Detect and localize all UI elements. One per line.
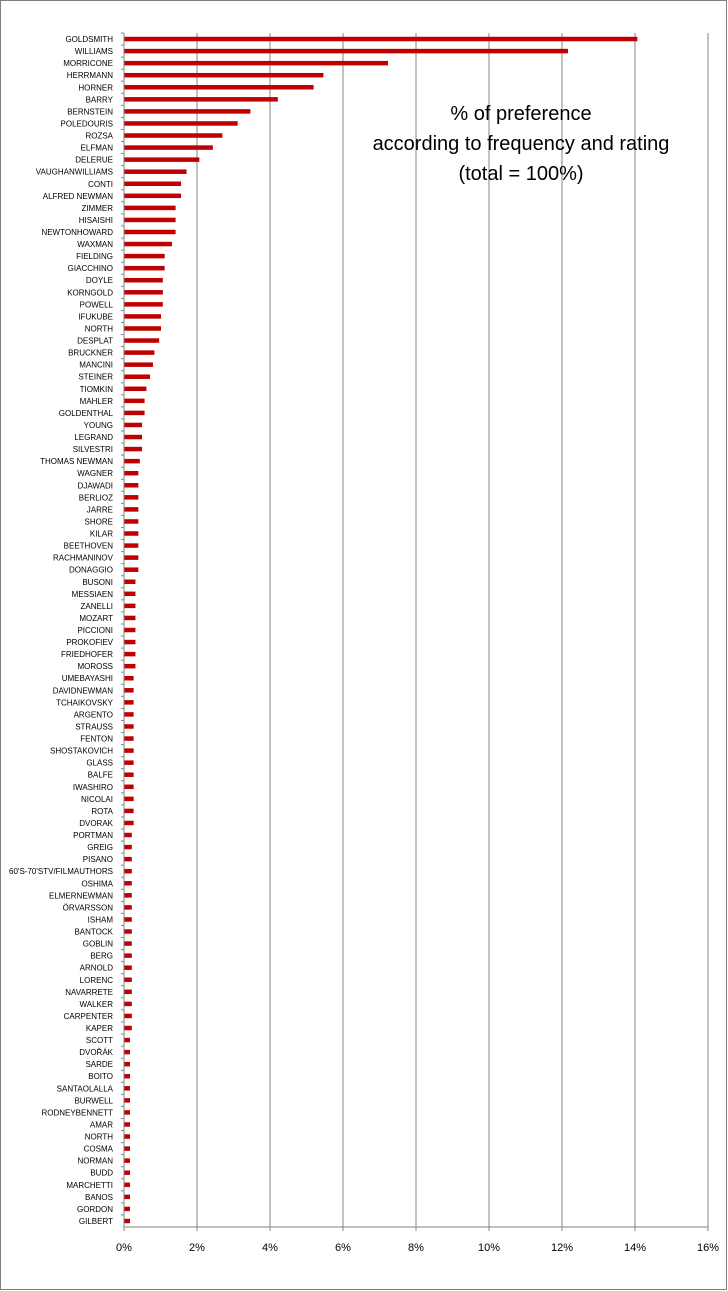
- x-tick-label: 10%: [477, 1242, 501, 1254]
- bar: [125, 616, 136, 621]
- category-label: DVORAK: [79, 818, 113, 828]
- category-label: THOMAS NEWMAN: [40, 457, 113, 467]
- category-label: DJAWADI: [77, 481, 113, 491]
- bar: [125, 435, 143, 440]
- category-label: COSMA: [83, 1144, 113, 1154]
- category-label: SANTAOLALLA: [56, 1084, 113, 1094]
- bar: [125, 580, 136, 585]
- category-label: BRUCKNER: [68, 348, 113, 358]
- category-label: ROTA: [91, 806, 113, 816]
- bar: [125, 97, 278, 102]
- bar: [125, 628, 136, 633]
- bar: [125, 833, 132, 838]
- category-label: GILBERT: [78, 1216, 113, 1226]
- category-label: 60'S-70'STV/FILMAUTHORS: [9, 867, 113, 877]
- category-label: SCOTT: [85, 1036, 113, 1046]
- bar: [125, 1183, 130, 1188]
- bar: [125, 194, 182, 199]
- bar: [125, 531, 139, 536]
- bar: [125, 1026, 132, 1031]
- category-label: TCHAIKOVSKY: [56, 698, 113, 708]
- bar: [125, 941, 132, 946]
- x-tick-label: 12%: [550, 1242, 574, 1254]
- gridlines: [197, 33, 708, 1227]
- bar: [125, 772, 134, 777]
- bar: [125, 1170, 130, 1175]
- bar: [125, 350, 155, 355]
- bar: [125, 688, 134, 693]
- bar: [125, 145, 213, 150]
- bar: [125, 338, 160, 343]
- bar: [125, 278, 163, 283]
- bar: [125, 1219, 130, 1224]
- category-label: HORNER: [78, 83, 113, 93]
- category-label: NICOLAI: [80, 794, 113, 804]
- x-tick-label: 8%: [408, 1242, 424, 1254]
- category-label: NEWTONHOWARD: [41, 228, 113, 237]
- category-label: CARPENTER: [63, 1011, 113, 1021]
- bar: [125, 712, 134, 717]
- bar: [125, 990, 132, 995]
- bar: [125, 543, 139, 548]
- category-label: BARRY: [85, 95, 113, 105]
- category-label: BURWELL: [74, 1096, 113, 1106]
- bar: [125, 109, 251, 114]
- category-label: ARGENTO: [73, 710, 113, 720]
- bar: [125, 182, 182, 187]
- category-label: BALFE: [87, 770, 113, 780]
- category-label: WALKER: [79, 999, 113, 1009]
- category-label: MAHLER: [79, 396, 113, 406]
- category-label: NAVARRETE: [65, 987, 113, 997]
- category-labels: [9, 35, 114, 1226]
- category-label: UMEBAYASHI: [61, 674, 113, 684]
- bar: [125, 869, 132, 874]
- bar: [125, 495, 139, 500]
- category-label: KAPER: [85, 1024, 113, 1033]
- category-label: ROZSA: [85, 131, 113, 141]
- bar: [125, 676, 134, 681]
- category-label: ÖRVARSSON: [62, 903, 113, 913]
- bar: [125, 797, 134, 802]
- bar: [125, 314, 162, 319]
- category-label: ZIMMER: [81, 203, 113, 213]
- category-label: ELMERNEWMAN: [48, 891, 113, 901]
- category-label: HISAISHI: [78, 215, 113, 225]
- category-label: KILAR: [89, 529, 113, 539]
- bar: [125, 978, 132, 983]
- category-label: GOLDENTHAL: [58, 408, 113, 418]
- bar-chart: [1, 1, 728, 1291]
- bar: [125, 1158, 130, 1163]
- bar: [125, 302, 163, 307]
- category-label: RODNEYBENNETT: [41, 1108, 113, 1118]
- category-label: WAGNER: [77, 469, 113, 479]
- category-label: PISANO: [82, 855, 113, 865]
- bar: [125, 507, 139, 512]
- bar: [125, 905, 132, 910]
- bar: [125, 857, 132, 862]
- category-label: BANTOCK: [74, 927, 113, 937]
- bar: [125, 169, 187, 174]
- x-tick-labels: [116, 1242, 719, 1254]
- category-label: MESSIAEN: [71, 589, 113, 599]
- bar: [125, 1086, 130, 1091]
- category-label: DELERUE: [75, 155, 113, 165]
- category-label: SILVESTRI: [72, 445, 113, 455]
- category-label: YOUNG: [83, 420, 113, 430]
- category-label: LORENC: [79, 975, 113, 985]
- x-tick-label: 2%: [189, 1242, 205, 1254]
- x-tick-label: 16%: [696, 1242, 720, 1254]
- category-label: IFUKUBE: [78, 312, 113, 322]
- category-label: NORTH: [84, 1132, 113, 1142]
- bar: [125, 206, 176, 211]
- bar: [125, 411, 145, 416]
- category-label: BERLIOZ: [78, 493, 113, 503]
- bar: [125, 748, 134, 753]
- bar: [125, 700, 134, 705]
- bar: [125, 423, 143, 428]
- category-label: PORTMAN: [73, 831, 113, 841]
- category-label: FRIEDHOFER: [61, 650, 113, 660]
- bar: [125, 1002, 132, 1007]
- x-tick-label: 4%: [262, 1242, 278, 1254]
- category-label: PROKOFIEV: [66, 638, 113, 648]
- bar: [125, 447, 143, 452]
- category-label: PICCIONI: [77, 626, 113, 635]
- category-label: BERNSTEIN: [67, 107, 113, 117]
- category-label: ISHAM: [87, 915, 113, 925]
- bar: [125, 785, 134, 790]
- bar: [125, 61, 389, 66]
- bar: [125, 555, 139, 560]
- bar: [125, 1146, 130, 1151]
- bar: [125, 483, 139, 488]
- category-label: GREIG: [87, 843, 113, 853]
- bar: [125, 1074, 130, 1079]
- bar: [125, 809, 134, 814]
- bar: [125, 266, 165, 271]
- bar: [125, 845, 132, 850]
- bar: [125, 724, 134, 729]
- bar: [125, 893, 132, 898]
- category-label: SHORE: [84, 517, 113, 527]
- bar: [125, 121, 238, 126]
- category-label: STRAUSS: [75, 722, 113, 732]
- bar: [125, 1038, 130, 1043]
- bar: [125, 374, 151, 379]
- bar: [125, 760, 134, 765]
- category-label: GORDON: [77, 1204, 113, 1214]
- category-label: GIACCHINO: [67, 264, 113, 274]
- bar: [125, 519, 139, 524]
- bar: [125, 242, 172, 247]
- category-label: SHOSTAKOVICH: [50, 746, 113, 756]
- category-label: DOYLE: [85, 276, 113, 286]
- bar: [125, 917, 132, 922]
- category-label: WAXMAN: [77, 240, 113, 250]
- bar: [125, 471, 139, 476]
- x-tick-label: 6%: [335, 1242, 351, 1254]
- category-label: LEGRAND: [74, 433, 113, 443]
- bar: [125, 640, 136, 645]
- bar: [125, 592, 136, 597]
- bar: [125, 362, 153, 367]
- bar: [125, 1062, 130, 1067]
- bar: [125, 1122, 130, 1127]
- category-label: BUSONI: [82, 577, 113, 587]
- x-tick-label: 14%: [623, 1242, 647, 1254]
- bar: [125, 736, 134, 741]
- bar: [125, 1134, 130, 1139]
- category-label: SARDE: [85, 1060, 113, 1070]
- category-label: MANCINI: [79, 360, 113, 370]
- bar: [125, 1207, 130, 1212]
- bar: [125, 73, 324, 78]
- bar: [125, 664, 136, 669]
- category-label: DAVIDNEWMAN: [52, 686, 113, 696]
- category-label: BEETHOVEN: [63, 541, 113, 551]
- bar: [125, 230, 176, 235]
- category-label: BOITO: [88, 1072, 113, 1082]
- bar: [125, 133, 223, 138]
- category-label: ALFRED NEWMAN: [42, 191, 113, 201]
- chart-title: % of preference according to frequency and rating (total = 100%): [372, 103, 670, 185]
- category-label: JARRE: [86, 505, 113, 515]
- bar: [125, 604, 136, 609]
- bar: [125, 965, 132, 970]
- category-label: OSHIMA: [81, 879, 113, 889]
- category-label: NORTH: [84, 324, 113, 334]
- category-label: POWELL: [79, 300, 113, 310]
- bar: [125, 1195, 130, 1200]
- category-label: GOLDSMITH: [65, 35, 113, 45]
- bar: [125, 387, 147, 392]
- bar: [125, 929, 132, 934]
- x-tick-label: 0%: [116, 1242, 132, 1254]
- category-label: MORRICONE: [63, 59, 113, 69]
- category-label: WILLIAMS: [74, 47, 113, 57]
- category-label: DVOŘÁK: [79, 1048, 113, 1058]
- category-label: ELFMAN: [80, 143, 113, 153]
- category-label: TIOMKIN: [79, 384, 113, 394]
- bar: [125, 821, 134, 826]
- category-label: BUDD: [90, 1168, 113, 1178]
- category-label: POLEDOURIS: [60, 119, 113, 129]
- bar: [125, 1098, 130, 1103]
- bar: [125, 652, 136, 657]
- bar: [125, 326, 162, 331]
- category-label: FIELDING: [76, 252, 113, 262]
- category-label: MOZART: [79, 613, 113, 623]
- bar: [125, 218, 176, 223]
- bars: [125, 37, 638, 1223]
- category-label: GOBLIN: [82, 939, 113, 949]
- category-label: IWASHIRO: [72, 782, 113, 792]
- bar: [125, 399, 145, 404]
- category-label: DONAGGIO: [68, 565, 113, 575]
- category-label: STEINER: [78, 372, 113, 382]
- category-label: CONTI: [88, 179, 113, 189]
- category-label: DESPLAT: [77, 336, 113, 346]
- category-label: GLASS: [86, 758, 113, 768]
- axes: [121, 33, 708, 1231]
- bar: [125, 1050, 130, 1055]
- category-label: RACHMANINOV: [52, 553, 113, 563]
- category-label: ZANELLI: [80, 601, 113, 611]
- bar: [125, 37, 638, 42]
- category-label: NORMAN: [77, 1156, 113, 1166]
- category-label: AMAR: [89, 1120, 113, 1130]
- bar: [125, 254, 165, 259]
- bar: [125, 157, 200, 162]
- category-label: HERRMANN: [66, 71, 113, 81]
- bar: [125, 567, 139, 572]
- bar: [125, 953, 132, 958]
- bar: [125, 49, 568, 54]
- bar: [125, 1014, 132, 1019]
- category-label: VAUGHANWILLIAMS: [35, 167, 113, 177]
- category-label: FENTON: [80, 734, 113, 744]
- category-label: MARCHETTI: [66, 1180, 113, 1190]
- bar: [125, 290, 163, 295]
- bar: [125, 459, 140, 464]
- category-label: BANOS: [84, 1192, 113, 1202]
- bar: [125, 1110, 130, 1115]
- category-label: MOROSS: [77, 662, 113, 672]
- category-label: KORNGOLD: [67, 288, 113, 298]
- bar: [125, 85, 314, 90]
- category-label: BERG: [90, 951, 113, 961]
- category-label: ARNOLD: [79, 963, 113, 973]
- bar: [125, 881, 132, 886]
